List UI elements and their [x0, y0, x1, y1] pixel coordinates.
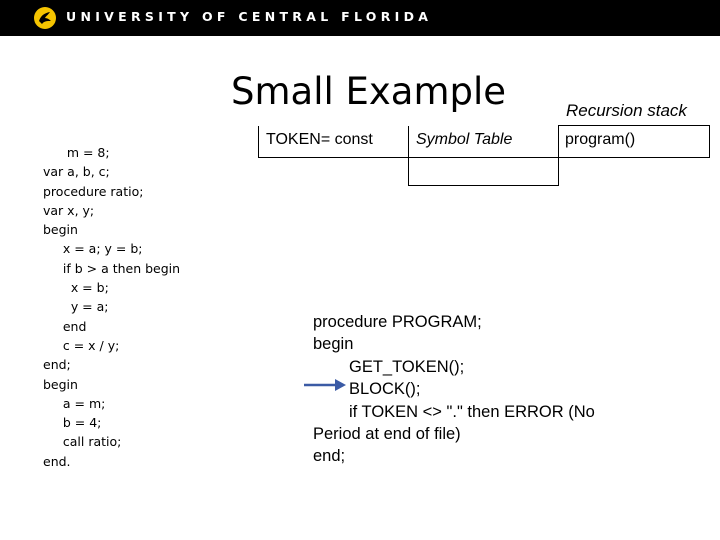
code-block [43, 143, 180, 471]
code-line: begin [43, 376, 78, 392]
recursion-stack-cell-text: program() [565, 131, 636, 148]
code-line: procedure ratio; [43, 183, 144, 199]
code-line: call ratio; [43, 434, 122, 450]
procedure-line: procedure PROGRAM; [313, 313, 482, 331]
code-line: end; [43, 357, 71, 373]
banner-title: UNIVERSITY OF CENTRAL FLORIDA [66, 9, 433, 24]
code-line: b = 4; [43, 415, 102, 431]
code-line: begin [43, 222, 78, 238]
code-line: end [43, 318, 87, 334]
code-line: c = x / y; [43, 337, 120, 353]
token-cell-text: TOKEN= const [266, 131, 373, 148]
symbol-table-header: Symbol Table [416, 131, 513, 148]
recursion-stack-title: Recursion stack [566, 101, 687, 120]
procedure-line: if TOKEN <> "." then ERROR (No [349, 402, 595, 421]
code-line: var x, y; [43, 202, 95, 218]
procedure-line: GET_TOKEN(); [349, 357, 465, 376]
pegasus-logo-icon [33, 6, 57, 30]
slide-title: Small Example [231, 70, 507, 113]
procedure-block [313, 311, 595, 468]
right-arrow-icon [304, 378, 346, 392]
code-line: y = a; [43, 299, 109, 315]
procedure-line: end; [313, 447, 346, 466]
header-banner [0, 0, 720, 36]
code-line: x = b; [43, 280, 109, 296]
code-line: x = a; y = b; [43, 241, 143, 257]
symbol-table-row [408, 157, 559, 186]
procedure-line-current: BLOCK(); [349, 380, 421, 399]
code-line: end. [43, 453, 71, 469]
procedure-line: Period at end of file) [313, 424, 461, 443]
code-line: a = m; [43, 395, 106, 411]
code-line: m = 8; [43, 145, 110, 160]
code-line: if b > a then begin [43, 260, 181, 276]
code-line: var a, b, c; [43, 164, 110, 180]
procedure-line: begin [313, 335, 354, 354]
